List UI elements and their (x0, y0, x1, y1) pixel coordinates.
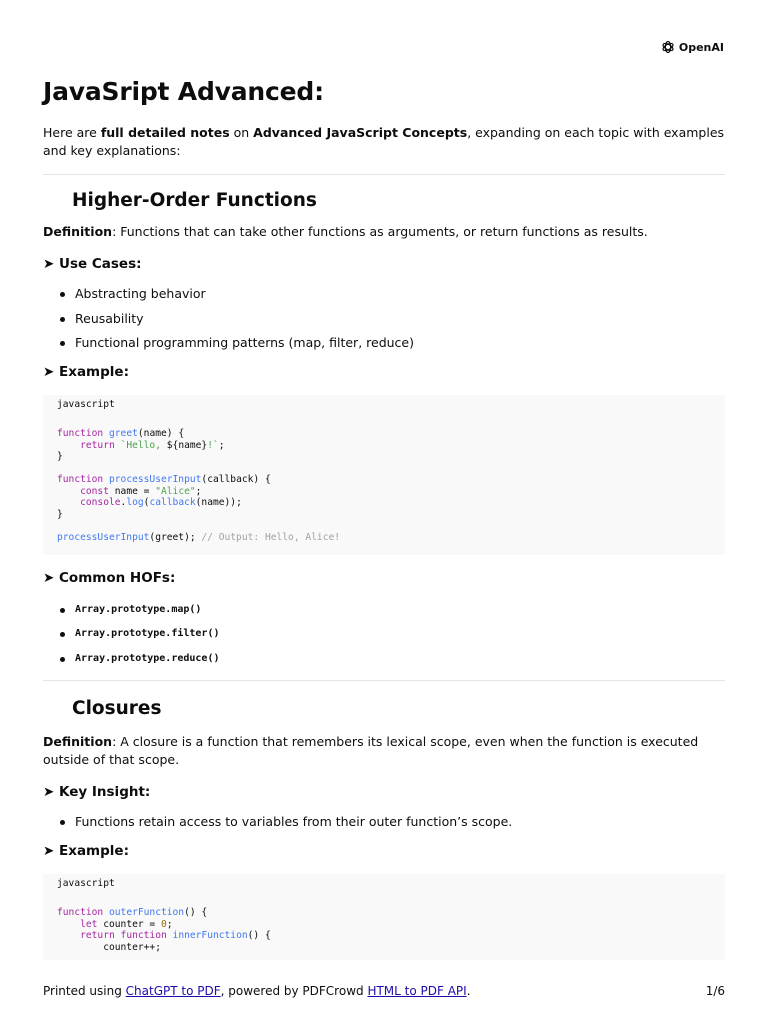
intro-text: on (229, 125, 254, 140)
definition-label: Definition (43, 224, 113, 239)
intro-text: Here are (43, 125, 101, 140)
footer-text: . (466, 984, 471, 998)
divider (43, 680, 725, 681)
definition-closures (43, 733, 725, 769)
list-item: Array.prototype.reduce() (43, 650, 725, 675)
footer-credits (43, 984, 471, 998)
example-heading: ➤ Example: (43, 842, 129, 859)
divider (43, 174, 725, 175)
footer-text: , powered by PDFCrowd (220, 984, 368, 998)
document-content (43, 74, 725, 960)
openai-logo (661, 40, 724, 54)
common-hofs-heading: ➤ Common HOFs: (43, 569, 176, 586)
intro-paragraph (43, 124, 725, 160)
definition-text: : A closure is a function that remembers its lexical scope, even when the function is executed outside of that scope. (43, 734, 699, 767)
openai-icon (661, 40, 675, 54)
use-cases-list (43, 285, 725, 359)
intro-text: , expanding on each topic with examples and key explanations: (43, 125, 725, 158)
definition-hof (43, 223, 725, 241)
chatgpt-to-pdf-link[interactable]: ChatGPT to PDF (125, 984, 221, 998)
key-insight-heading: ➤ Key Insight: (43, 784, 151, 800)
key-insight-list (43, 813, 725, 838)
code-language-label: javascript (57, 398, 115, 410)
list-item: Abstracting behavior (43, 285, 725, 310)
definition-text: : Functions that can take other functions as arguments, or return functions as results. (112, 224, 648, 239)
page-number: 1/6 (705, 984, 725, 998)
definition-label: Definition (43, 734, 113, 749)
list-item: Functions retain access to variables from their outer function’s scope. (43, 813, 725, 838)
page-title: JavaSript Advanced: (43, 77, 324, 106)
footer-text: Printed using (43, 984, 126, 998)
section-heading-closures: Closures (72, 698, 162, 719)
footer (43, 984, 725, 998)
code-block-hof: javascript function greet(name) { return `Hello, ${name}!`; } function processUserInput(callback) { const name = "Alice"; console.log(callback(name)); } processUserInput(greet); // Output: Hello, Alice! (43, 395, 725, 555)
html-to-pdf-api-link[interactable]: HTML to PDF API (367, 984, 467, 998)
use-cases-heading: ➤ Use Cases: (43, 256, 142, 272)
example-heading: ➤ Example: (43, 363, 129, 380)
code-block-closures: javascript function outerFunction() { let counter = 0; return function innerFunction() { counter++; (43, 874, 725, 960)
common-hofs-list (43, 601, 725, 675)
intro-bold: full detailed notes (100, 125, 230, 140)
intro-bold: Advanced JavaScript Concepts (253, 125, 468, 140)
list-item: Reusability (43, 310, 725, 335)
list-item: Array.prototype.map() (43, 601, 725, 626)
list-item: Array.prototype.filter() (43, 625, 725, 650)
code-language-label: javascript (57, 877, 115, 889)
logo-text: OpenAI (678, 40, 724, 54)
list-item: Functional programming patterns (map, filter, reduce) (43, 334, 725, 359)
section-heading-hof: Higher-Order Functions (72, 190, 317, 211)
